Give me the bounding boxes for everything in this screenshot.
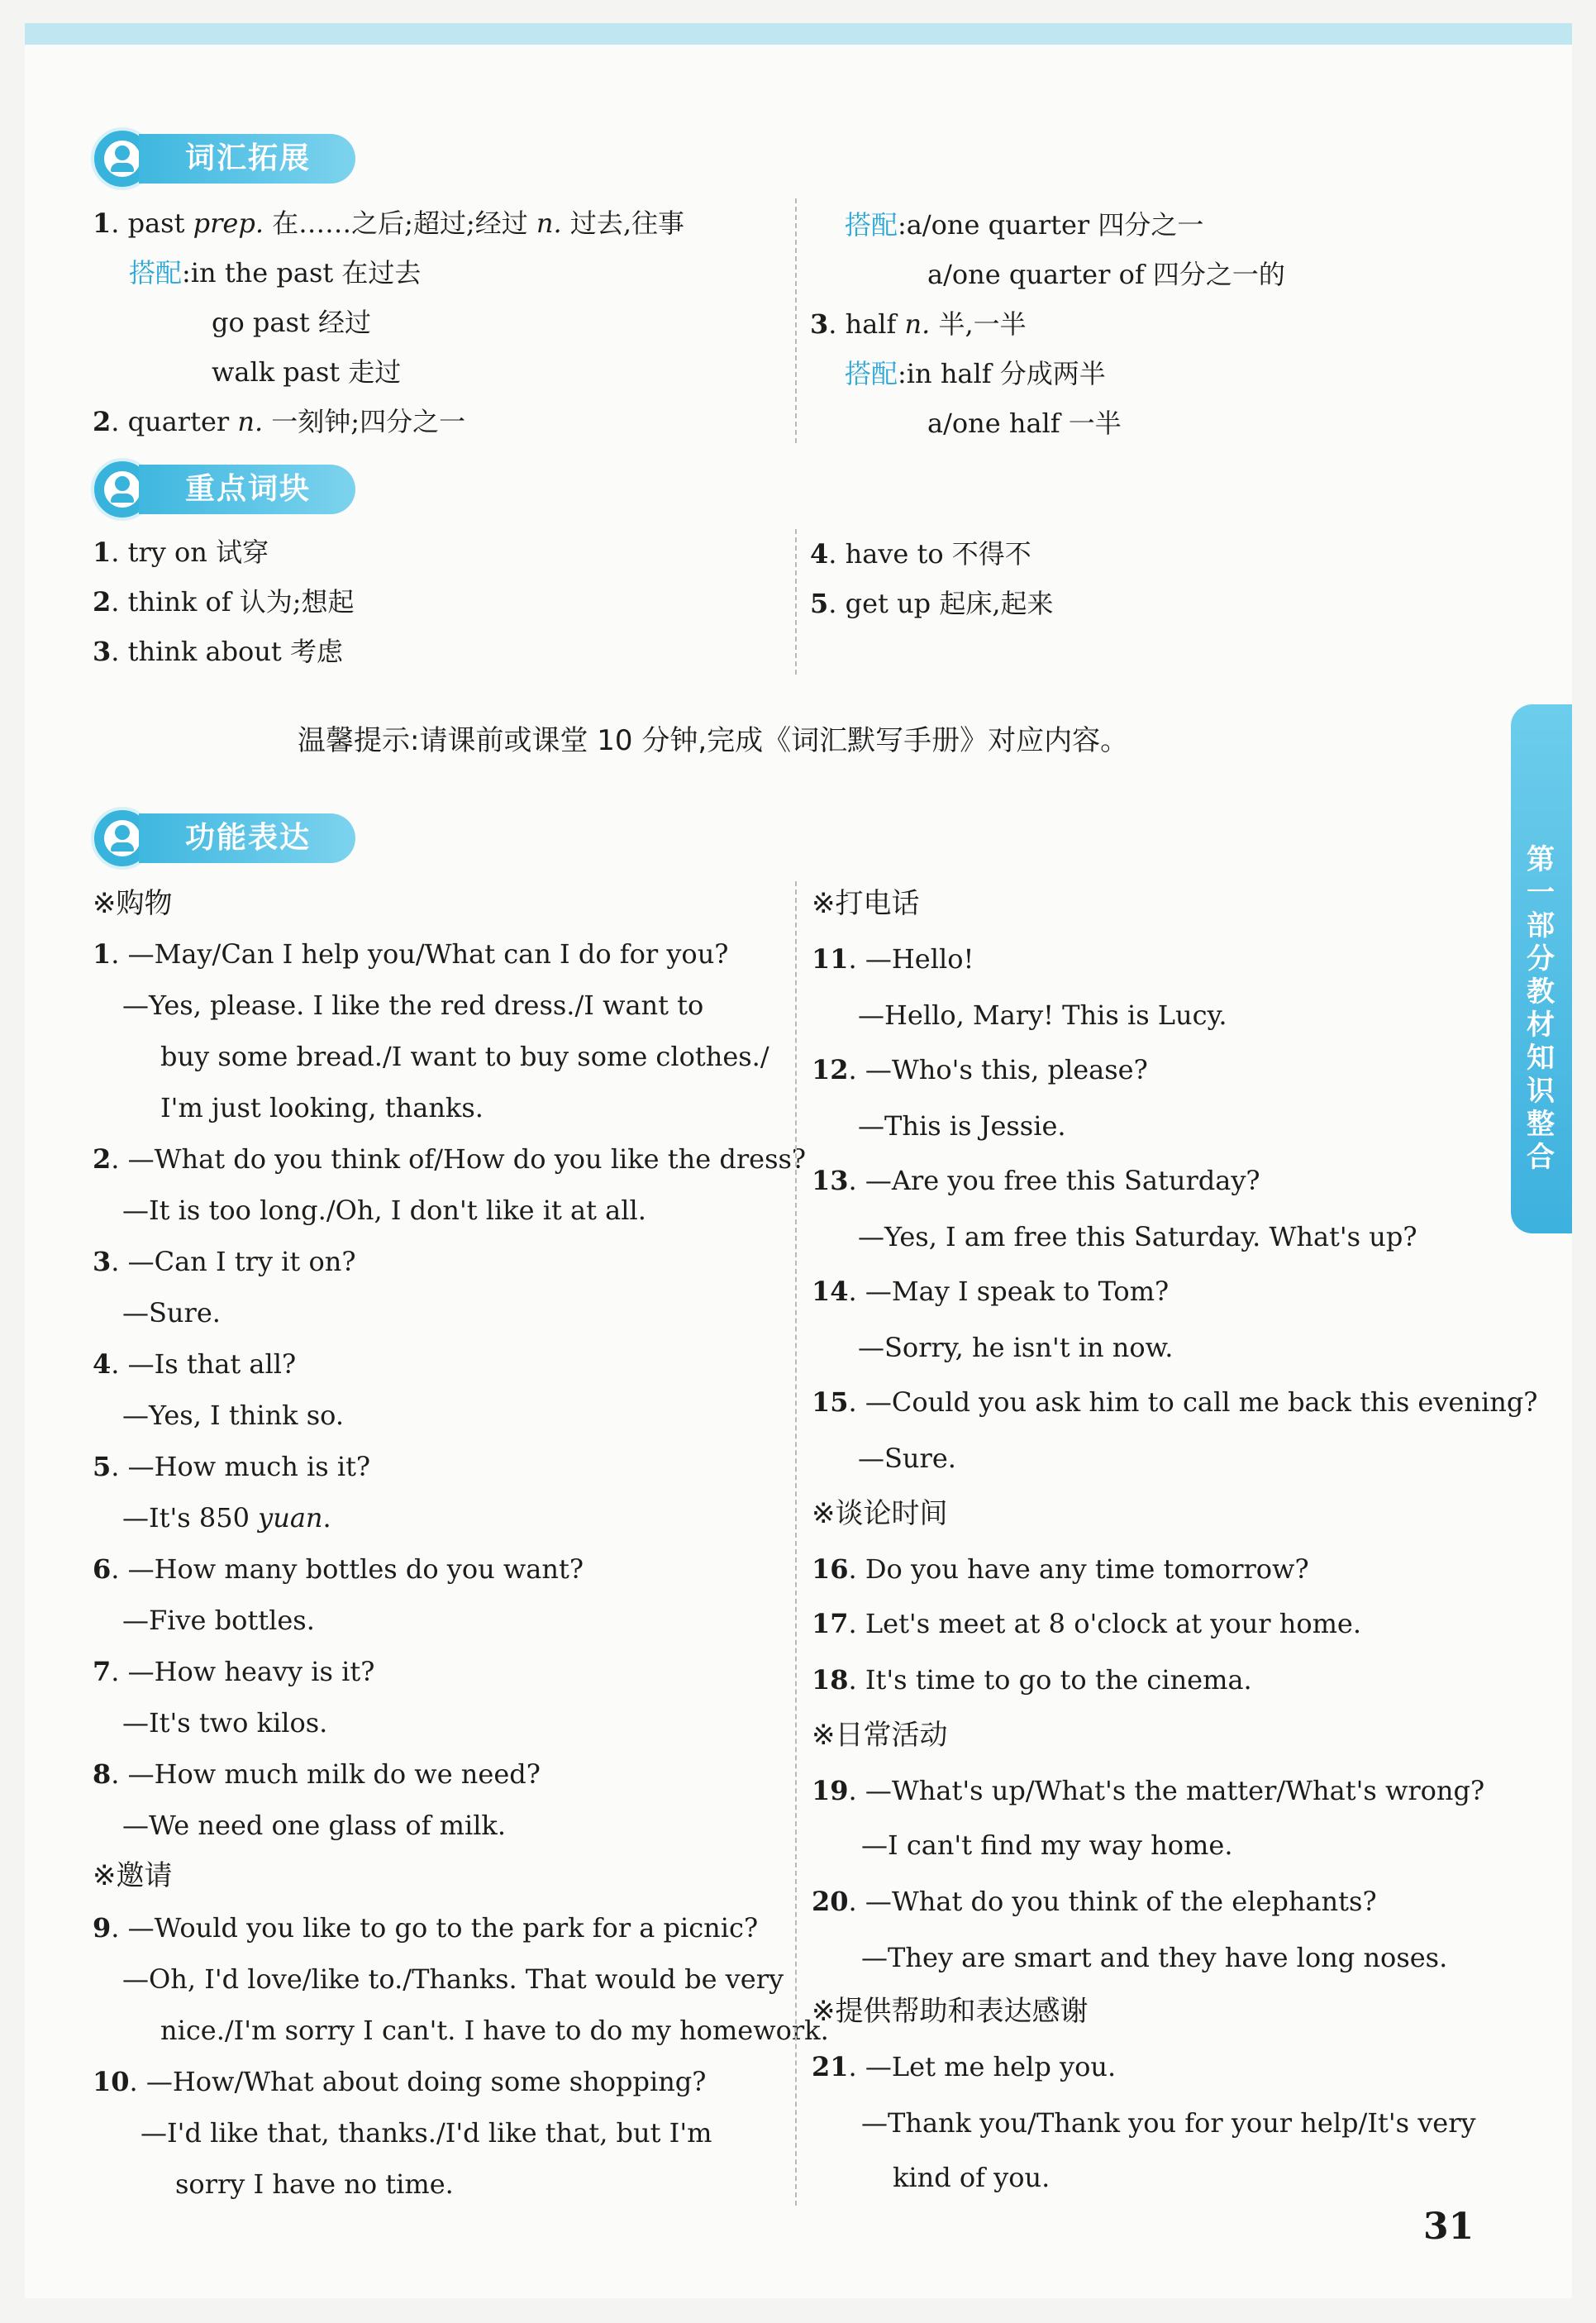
- category-invite: ※邀请: [93, 1859, 173, 1892]
- category-daily: ※日常活动: [812, 1719, 948, 1752]
- section-header-vocab: [91, 127, 364, 193]
- dialogue-line: kind of you.: [893, 2162, 1051, 2193]
- dialogue-line: —I can't find my way home.: [861, 1829, 1233, 1861]
- phrase-item: 5. get up 起床,起来: [810, 588, 1054, 619]
- dialogue-line: —Sure.: [858, 1443, 956, 1474]
- dialogue-line: 11. —Hello!: [812, 943, 974, 975]
- vocab-entry-3: 3. half n. 半,一半: [810, 308, 1027, 340]
- dialogue-line: —Thank you/Thank you for your help/It's very: [861, 2107, 1476, 2139]
- dialogue-line: —Five bottles.: [122, 1605, 315, 1636]
- dialogue-line: nice./I'm sorry I can't. I have to do my homework.: [160, 2015, 829, 2046]
- section-title-functions: 功能表达: [139, 813, 355, 863]
- dialogue-line: 8. —How much milk do we need?: [93, 1758, 541, 1790]
- vocab-collocation-2: 搭配:a/one quarter 四分之一: [845, 209, 1204, 241]
- dialogue-line: 9. —Would you like to go to the park for a picnic?: [93, 1912, 759, 1944]
- category-help: ※提供帮助和表达感谢: [812, 1995, 1089, 2028]
- column-divider: [795, 529, 797, 675]
- dialogue-line: 6. —How many bottles do you want?: [93, 1553, 584, 1585]
- section-header-functions: [91, 807, 364, 873]
- dialogue-line: 12. —Who's this, please?: [812, 1054, 1148, 1085]
- dialogue-line: sorry I have no time.: [175, 2168, 454, 2200]
- category-phone: ※打电话: [812, 887, 920, 920]
- top-color-bar: [25, 23, 1572, 45]
- reminder-tip: 温馨提示:请课前或课堂 10 分钟,完成《词汇默写手册》对应内容。: [298, 724, 1129, 757]
- vocab-entry-2: 2. quarter n. 一刻钟;四分之一: [93, 406, 466, 437]
- dialogue-line: —Yes, please. I like the red dress./I want to: [122, 990, 704, 1021]
- category-shopping: ※购物: [93, 887, 173, 920]
- dialogue-line: I'm just looking, thanks.: [160, 1092, 484, 1123]
- dialogue-line: —Yes, I think so.: [122, 1400, 345, 1431]
- vocab-collocation-1b: go past 经过: [212, 307, 371, 338]
- dialogue-line: 15. —Could you ask him to call me back this evening?: [812, 1386, 1538, 1418]
- dialogue-line: 20. —What do you think of the elephants?: [812, 1886, 1377, 1917]
- dialogue-line: 7. —How heavy is it?: [93, 1656, 375, 1687]
- vocab-collocation-1c: walk past 走过: [212, 356, 402, 388]
- dialogue-line: 3. —Can I try it on?: [93, 1246, 356, 1277]
- vocab-collocation-3b: a/one half 一半: [927, 408, 1122, 439]
- phrase-item: 3. think about 考虑: [93, 636, 343, 667]
- dialogue-line: 14. —May I speak to Tom?: [812, 1276, 1170, 1307]
- dialogue-line: 16. Do you have any time tomorrow?: [812, 1553, 1309, 1585]
- vocab-collocation-3: 搭配:in half 分成两半: [845, 358, 1106, 389]
- dialogue-line: 18. It's time to go to the cinema.: [812, 1664, 1252, 1696]
- dialogue-line: 19. —What's up/What's the matter/What's wrong?: [812, 1775, 1485, 1806]
- dialogue-line: —It is too long./Oh, I don't like it at all.: [122, 1195, 646, 1226]
- dialogue-line: —It's 850 yuan.: [122, 1502, 331, 1534]
- dialogue-line: —This is Jessie.: [858, 1110, 1066, 1142]
- dialogue-line: —Yes, I am free this Saturday. What's up?: [858, 1221, 1417, 1252]
- dialogue-line: 1. —May/Can I help you/What can I do for you?: [93, 938, 729, 970]
- dialogue-line: —Oh, I'd love/like to./Thanks. That would be very: [122, 1963, 784, 1995]
- dialogue-line: 2. —What do you think of/How do you like the dress?: [93, 1143, 807, 1175]
- category-time: ※谈论时间: [812, 1497, 948, 1530]
- dialogue-line: 10. —How/What about doing some shopping?: [93, 2066, 707, 2097]
- section-header-phrases: [91, 458, 364, 524]
- vocab-collocation-2b: a/one quarter of 四分之一的: [927, 259, 1285, 290]
- dialogue-line: 5. —How much is it?: [93, 1451, 371, 1482]
- dialogue-line: —Sure.: [122, 1297, 221, 1328]
- dialogue-line: buy some bread./I want to buy some clothes./: [160, 1041, 769, 1072]
- phrase-item: 2. think of 认为;想起: [93, 586, 355, 618]
- dialogue-line: 21. —Let me help you.: [812, 2051, 1117, 2082]
- dialogue-line: 13. —Are you free this Saturday?: [812, 1165, 1260, 1196]
- dialogue-line: —They are smart and they have long noses.: [861, 1942, 1448, 1973]
- dialogue-line: —It's two kilos.: [122, 1707, 328, 1739]
- page-number: 31: [1423, 2206, 1475, 2248]
- chapter-side-tab-label: 第一部分 教材知识整合: [1527, 843, 1555, 1174]
- dialogue-line: 17. Let's meet at 8 o'clock at your home.: [812, 1608, 1362, 1639]
- dialogue-line: —Hello, Mary! This is Lucy.: [858, 999, 1227, 1031]
- dialogue-line: —I'd like that, thanks./I'd like that, but I'm: [141, 2117, 712, 2149]
- section-title-phrases: 重点词块: [139, 465, 355, 514]
- section-title-vocab: 词汇拓展: [139, 134, 355, 184]
- phrase-item: 4. have to 不得不: [810, 538, 1031, 570]
- phrase-item: 1. try on 试穿: [93, 537, 269, 568]
- dialogue-line: —Sorry, he isn't in now.: [858, 1332, 1174, 1363]
- vocab-entry-1: 1. past prep. 在……之后;超过;经过 n. 过去,往事: [93, 207, 685, 239]
- dialogue-line: 4. —Is that all?: [93, 1348, 297, 1380]
- column-divider: [795, 881, 797, 2206]
- vocab-collocation-1: 搭配:in the past 在过去: [129, 257, 422, 289]
- dialogue-line: —We need one glass of milk.: [122, 1810, 506, 1841]
- column-divider: [795, 198, 797, 443]
